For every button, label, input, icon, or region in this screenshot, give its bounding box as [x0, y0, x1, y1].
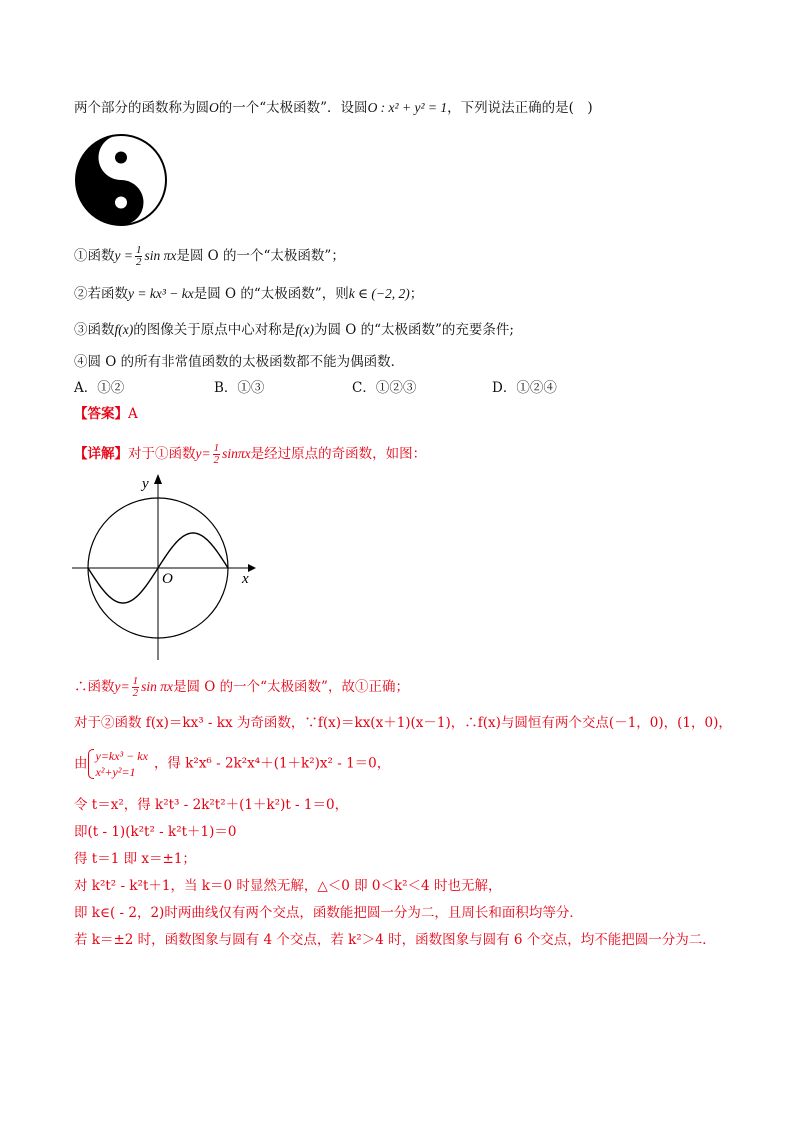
answer-value: A — [128, 406, 138, 422]
detail-l2-rhs: sin πx — [141, 679, 173, 694]
statement-2 — [74, 284, 423, 304]
system-eq-2: x²+y²=1 — [95, 765, 136, 779]
detail-l4-prefix: 由 — [74, 755, 88, 772]
detail-l4-suffix: ，得 k²x⁶ - 2k²x⁴＋(1＋k²)x² - 1＝0， — [153, 755, 391, 772]
s2-range: k ∈ (−2, 2) — [348, 286, 410, 301]
answer-line — [74, 404, 138, 424]
circle-equation: O : x² + y² = 1 — [367, 100, 448, 115]
taiji-image — [74, 133, 168, 227]
detail-tag: 【详解】 — [74, 446, 128, 462]
detail-line-3: 对于②函数 f(x)＝kx³ - kx 为奇函数，∵f(x)＝kx(x＋1)(x－1)，∴f(x)与圆恒有两个交点(－1，0)，(1，0)， — [74, 715, 732, 731]
option-a[interactable]: A．①② — [74, 380, 125, 396]
question-intro — [74, 98, 593, 118]
option-c[interactable]: C．①②③ — [352, 380, 417, 396]
detail-line-10: 若 k＝±2 时，函数图象与圆有 4 个交点，若 k²＞4 时，函数图象与圆有 6 个交点，均不能把圆一分为二． — [74, 932, 716, 948]
s3-suffix: 为圆 O 的“太极函数”的充要条件; — [313, 322, 514, 338]
detail-line-5: 令 t＝x²，得 k²t³ - 2k²t²＋(1＋k²)t - 1＝0， — [74, 797, 349, 813]
s1-rhs: sin πx — [144, 248, 177, 263]
intro-text-2: 的一个“太极函数”．设圆 — [218, 100, 368, 116]
option-b[interactable]: B．①③ — [214, 380, 265, 396]
system-eq-1: y=kx³ − kx — [95, 749, 148, 763]
y-axis-arrow — [154, 474, 162, 484]
s2-mid: 是圆 O 的“太极函数”，则 — [193, 286, 349, 302]
intro-text-1: 两个部分的函数称为圆 — [74, 100, 209, 116]
option-d[interactable]: D．①②④ — [492, 380, 557, 396]
circle-name: O — [209, 100, 219, 115]
detail-l2-suffix: 是圆 O 的一个“太极函数”，故①正确； — [173, 679, 409, 695]
detail-l2-fraction — [132, 676, 140, 699]
detail-line-1 — [74, 443, 426, 466]
detail-l2-lhs: y= — [114, 679, 130, 694]
detail-line-6: 即(t - 1)(k²t² - k²t＋1)＝0 — [74, 824, 237, 840]
s1-den: 2 — [135, 256, 142, 268]
detail-l1-prefix: 对于①函数 — [128, 446, 196, 462]
s1-lhs: y = — [114, 248, 133, 263]
detail-l2-num: 1 — [132, 675, 139, 687]
s1-suffix: 是圆 O 的一个“太极函数”； — [176, 248, 345, 264]
detail-line-2 — [74, 676, 409, 699]
s3-fx: f(x) — [114, 322, 134, 337]
detail-l2-den: 2 — [132, 687, 139, 699]
x-axis-label: x — [242, 571, 249, 587]
detail-l1-rhs: sinπx — [222, 446, 251, 461]
s2-suffix: ； — [409, 286, 424, 302]
detail-l1-suffix: 是经过原点的奇函数，如图： — [250, 446, 427, 462]
statement-4: ④圆 O 的所有非常值函数的太极函数都不能为偶函数． — [74, 354, 405, 370]
detail-l1-lhs: y= — [195, 446, 211, 461]
sine-circle-graph — [70, 470, 270, 660]
equation-system — [88, 748, 148, 780]
detail-line-8: 对 k²t² - k²t＋1，当 k＝0 时显然无解，△＜0 即 0＜k²＜4 时也无解， — [74, 878, 502, 894]
s2-expr: y = kx³ − kx — [128, 286, 194, 301]
answer-tag: 【答案】 — [74, 406, 128, 422]
detail-l1-fraction — [213, 443, 221, 466]
y-axis-label: y — [142, 476, 149, 492]
s1-fraction — [135, 245, 143, 268]
detail-l2-prefix: ∴函数 — [74, 679, 115, 695]
s3-prefix: ③函数 — [74, 322, 115, 338]
origin-label: O — [162, 571, 173, 587]
detail-line-9: 即 k∈( - 2，2)时两曲线仅有两个交点，函数能把圆一分为二，且周长和面积均等分． — [74, 905, 583, 921]
detail-line-7: 得 t＝1 即 x＝±1； — [74, 851, 196, 867]
intro-text-3: ，下列说法正确的是( ) — [447, 100, 593, 116]
statement-1 — [74, 245, 345, 268]
detail-l1-num: 1 — [213, 442, 220, 454]
x-axis-arrow — [248, 564, 256, 572]
s1-num: 1 — [135, 244, 142, 256]
s3-mid: 的图像关于原点中心对称是 — [133, 322, 296, 338]
s3-fx2: f(x) — [295, 322, 314, 337]
detail-line-4 — [74, 748, 390, 780]
s2-prefix: ②若函数 — [74, 286, 128, 302]
s1-prefix: ①函数 — [74, 248, 115, 264]
statement-3 — [74, 320, 514, 340]
detail-l1-den: 2 — [213, 454, 220, 466]
